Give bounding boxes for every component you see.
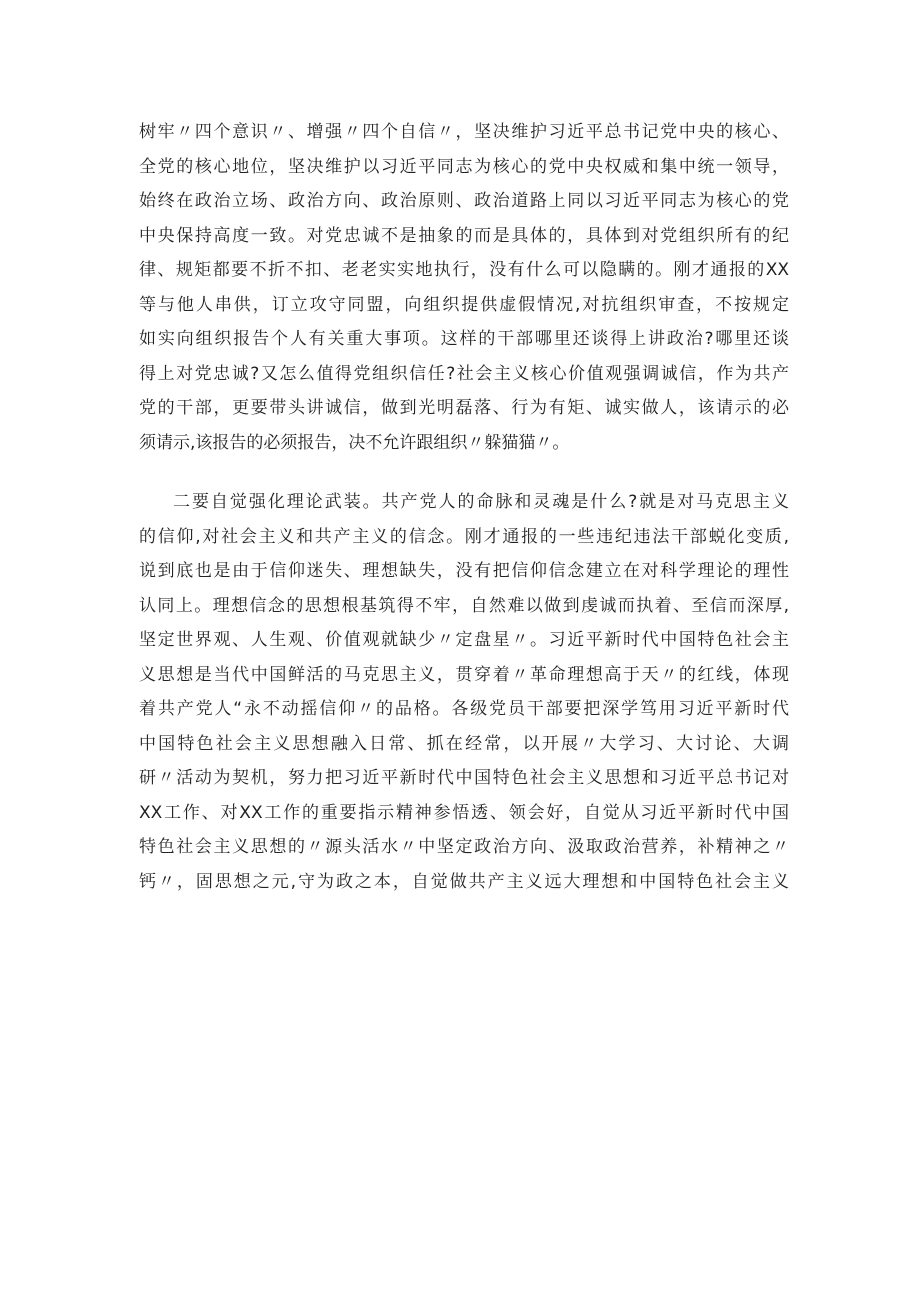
text-line: 律、规矩都要不折不扣、老老实实地执行，没有什么可以隐瞒的。刚才通报的XX	[139, 260, 789, 280]
text-line: 中央保持高度一致。对党忠诚不是抽象的而是具体的，具体到对党组织所有的纪	[139, 225, 789, 246]
text-line: 等与他人串供，订立攻守同盟，向组织提供虚假情况,对抗组织审查，不按规定	[139, 294, 789, 315]
text-line: 须请示,该报告的必须报告，决不允许跟组织〃躲猫猫〃。	[139, 432, 570, 453]
text-line: 研〃活动为契机，努力把习近平新时代中国特色社会主义思想和习近平总书记对	[139, 768, 789, 788]
text-line: 始终在政治立场、政治方向、政治原则、政治道路上同以习近平同志为核心的党	[139, 191, 789, 211]
text-line: 钙〃，固思想之元,守为政之本，自觉做共产主义远大理想和中国特色社会主义	[139, 871, 789, 892]
text-line: 中国特色社会主义思想融入日常、抓在经常，以开展〃大学习、大讨论、大调	[139, 733, 789, 754]
paragraph-spacer	[139, 460, 789, 485]
text-line: 的信仰,对社会主义和共产主义的信念。刚才通报的一些违纪违法干部蜕化变质,	[139, 526, 789, 547]
text-line: 如实向组织报告个人有关重大事项。这样的干部哪里还谈得上讲政治?哪里还谈	[139, 329, 789, 349]
text-line: 树牢〃四个意识〃、增强〃四个自信〃，坚决维护习近平总书记党中央的核心、	[139, 122, 789, 142]
text-line: 特色社会主义思想的〃源头活水〃中坚定政治方向、汲取政治营养，补精神之〃	[139, 837, 789, 857]
text-line: 说到底也是由于信仰迷失、理想缺失，没有把信仰信念建立在对科学理论的理性	[139, 561, 789, 581]
paragraph-2	[139, 485, 789, 899]
text-line: 得上对党忠诚?又怎么值得党组织信任?社会主义核心价值观强调诚信，作为共产	[139, 363, 789, 384]
text-line: 二要自觉强化理论武装。共产党人的命脉和灵魂是什么?就是对马克思主义	[173, 492, 789, 512]
text-line: 党的干部，更要带头讲诚信，做到光明磊落、行为有矩、诚实做人，该请示的必	[139, 398, 789, 418]
text-line: 着共产党人“永不动摇信仰〃的品格。各级党员干部要把深学笃用习近平新时代	[139, 699, 789, 719]
text-line: 义思想是当代中国鲜活的马克思主义，贯穿着〃革命理想高于天〃的红线，体现	[139, 664, 789, 685]
text-line: 认同上。理想信念的思想根基筑得不牢，自然难以做到虔诚而执着、至信而深厚,	[139, 595, 789, 616]
paragraph-1	[139, 115, 789, 460]
document-body	[139, 115, 789, 899]
text-line: XX工作、对XX工作的重要指示精神参悟透、领会好，自觉从习近平新时代中国	[139, 802, 789, 823]
text-line: 全党的核心地位，坚决维护以习近平同志为核心的党中央权威和集中统一领导，	[139, 156, 789, 177]
text-line: 坚定世界观、人生观、价值观就缺少〃定盘星〃。习近平新时代中国特色社会主	[139, 630, 789, 650]
